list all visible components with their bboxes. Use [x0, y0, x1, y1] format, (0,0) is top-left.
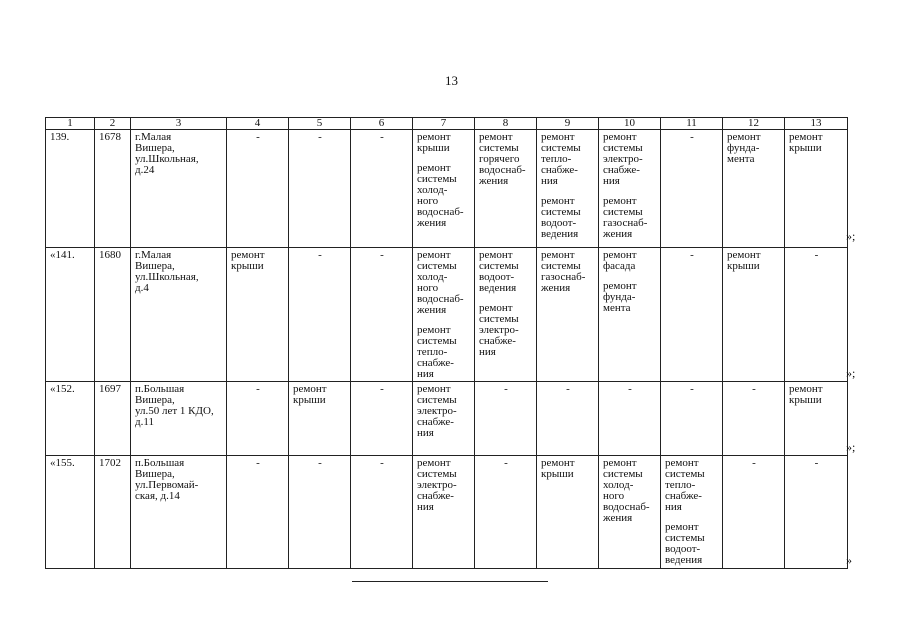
column-header: 3: [131, 118, 227, 130]
table-cell: [537, 382, 599, 456]
cell-text: ремонт крыши: [789, 383, 823, 406]
cell-text: -: [256, 131, 260, 143]
table-cell: [131, 130, 227, 248]
cell-text: -: [814, 249, 819, 261]
cell-text: ремонт системы горячего водоснаб- жения: [479, 131, 526, 187]
table-cell: [413, 130, 475, 248]
cell-text: ремонт крыши: [231, 249, 265, 272]
cell-text: ремонт системы электро- снабже- ния: [417, 457, 457, 513]
cell-text: ремонт фунда- мента: [727, 131, 761, 165]
table-cell: [413, 382, 475, 456]
table-cell: [661, 382, 723, 456]
cell-text: -: [318, 249, 322, 261]
table-cell: [723, 382, 785, 456]
cell-text: 1680: [99, 249, 121, 261]
table-cell: [475, 248, 537, 382]
cell-text: -: [318, 131, 322, 143]
table-cell: [723, 248, 785, 382]
cell-text: 1702: [99, 457, 121, 469]
table-cell: [785, 130, 848, 248]
cell-text: ремонт системы водоот- ведения: [665, 521, 705, 566]
cell-text: -: [690, 383, 694, 395]
table-cell: [475, 130, 537, 248]
column-header: 7: [413, 118, 475, 130]
cell-text: -: [380, 457, 384, 469]
table-cell: [351, 456, 413, 569]
column-header: 8: [475, 118, 537, 130]
table-row: [46, 456, 848, 569]
table-cell: [227, 456, 289, 569]
cell-text: 139.: [50, 131, 70, 143]
row-end-marker: »;: [846, 229, 856, 243]
cell-text: ремонт системы холод- ного водоснаб- жения: [603, 457, 650, 524]
cell-text: ремонт системы электро- снабже- ния: [479, 302, 519, 358]
table-cell: [351, 382, 413, 456]
table-cell: [289, 248, 351, 382]
cell-text: -: [628, 383, 632, 395]
cell-text: ремонт фасада: [603, 249, 637, 272]
table-cell: [785, 382, 848, 456]
table-cell: [227, 130, 289, 248]
cell-text: ремонт крыши: [541, 457, 575, 480]
cell-text: ремонт системы тепло- снабже- ния: [665, 457, 705, 513]
table-cell: [537, 130, 599, 248]
cell-text: ремонт системы электро- снабже- ния: [417, 383, 457, 439]
cell-text: -: [318, 457, 322, 469]
table-cell: [723, 456, 785, 569]
table-cell: [95, 382, 131, 456]
table-cell: [46, 248, 95, 382]
table-cell: [95, 130, 131, 248]
table-cell: [227, 382, 289, 456]
cell-text: ремонт системы холод- ного водоснаб- жения: [417, 162, 464, 229]
table-cell: [289, 130, 351, 248]
table-cell: [46, 130, 95, 248]
column-header: 4: [227, 118, 289, 130]
cell-text: -: [380, 131, 384, 143]
column-header: 10: [599, 118, 661, 130]
table-cell: [351, 248, 413, 382]
cell-text: -: [752, 383, 756, 395]
cell-text: ремонт системы тепло- снабже- ния: [541, 131, 581, 187]
column-header: 13: [785, 118, 848, 130]
cell-text: -: [690, 131, 694, 143]
cell-text: -: [752, 457, 756, 469]
cell-text: ремонт системы тепло- снабже- ния: [417, 324, 457, 380]
cell-text: ремонт системы газоснаб- жения: [603, 195, 648, 240]
cell-text: г.Малая Вишера, ул.Школьная, д.24: [135, 131, 199, 176]
page-number: 13: [445, 73, 458, 88]
row-end-marker: »: [846, 553, 852, 567]
cell-text: п.Большая Вишера, ул.Первомай- ская, д.14: [135, 457, 199, 502]
cell-text: -: [566, 383, 570, 395]
table-cell: [661, 130, 723, 248]
cell-text: ремонт крыши: [789, 131, 823, 154]
table-cell: [599, 130, 661, 248]
cell-text: -: [504, 383, 508, 395]
row-end-marker: »;: [846, 440, 856, 454]
cell-text: 1697: [99, 383, 121, 395]
column-header: 12: [723, 118, 785, 130]
table-cell: [599, 248, 661, 382]
cell-text: 1678: [99, 131, 121, 143]
table-cell: [131, 456, 227, 569]
table-row: [46, 130, 848, 248]
table-cell: [95, 248, 131, 382]
cell-text: ремонт системы газоснаб- жения: [541, 249, 586, 294]
table-cell: [131, 382, 227, 456]
table-cell: [46, 456, 95, 569]
table-cell: [599, 382, 661, 456]
footer-rule: [352, 581, 548, 582]
table-row: [46, 382, 848, 456]
cell-text: -: [256, 383, 260, 395]
table-cell: [723, 130, 785, 248]
table-cell: [413, 248, 475, 382]
table-cell: [413, 456, 475, 569]
table-cell: [289, 456, 351, 569]
table-cell: [351, 130, 413, 248]
cell-text: «155.: [50, 457, 75, 469]
row-end-marker: »;: [846, 366, 856, 380]
cell-text: ремонт крыши: [417, 131, 451, 154]
cell-text: ремонт системы холод- ного водоснаб- жения: [417, 249, 464, 316]
cell-text: г.Малая Вишера, ул.Школьная, д.4: [135, 249, 199, 294]
column-header: 2: [95, 118, 131, 130]
cell-text: ремонт крыши: [293, 383, 327, 406]
repair-table: [45, 117, 848, 569]
table-cell: [661, 456, 723, 569]
table-cell: [46, 382, 95, 456]
header-row: [46, 118, 848, 130]
column-header: 9: [537, 118, 599, 130]
cell-text: -: [504, 457, 508, 469]
cell-text: ремонт системы водоот- ведения: [479, 249, 519, 294]
cell-text: п.Большая Вишера, ул.50 лет 1 КДО, д.11: [135, 383, 214, 428]
column-header: 1: [46, 118, 95, 130]
table-cell: [475, 456, 537, 569]
cell-text: -: [690, 249, 694, 261]
table-cell: [537, 248, 599, 382]
table-cell: [289, 382, 351, 456]
table-cell: [785, 248, 848, 382]
table-cell: [537, 456, 599, 569]
cell-text: ремонт системы электро- снабже- ния: [603, 131, 643, 187]
table-cell: [131, 248, 227, 382]
table-cell: [227, 248, 289, 382]
table-cell: [599, 456, 661, 569]
cell-text: -: [380, 383, 384, 395]
cell-text: -: [256, 457, 260, 469]
table-cell: [475, 382, 537, 456]
cell-text: ремонт фунда- мента: [603, 280, 637, 314]
column-header: 5: [289, 118, 351, 130]
column-header: 6: [351, 118, 413, 130]
cell-text: -: [814, 457, 819, 469]
cell-text: ремонт крыши: [727, 249, 761, 272]
table-cell: [661, 248, 723, 382]
table-cell: [95, 456, 131, 569]
cell-text: -: [380, 249, 384, 261]
cell-text: «152.: [50, 383, 75, 395]
table-cell: [785, 456, 848, 569]
cell-text: ремонт системы водоот- ведения: [541, 195, 581, 240]
table-row: [46, 248, 848, 382]
cell-text: «141.: [50, 249, 75, 261]
column-header: 11: [661, 118, 723, 130]
